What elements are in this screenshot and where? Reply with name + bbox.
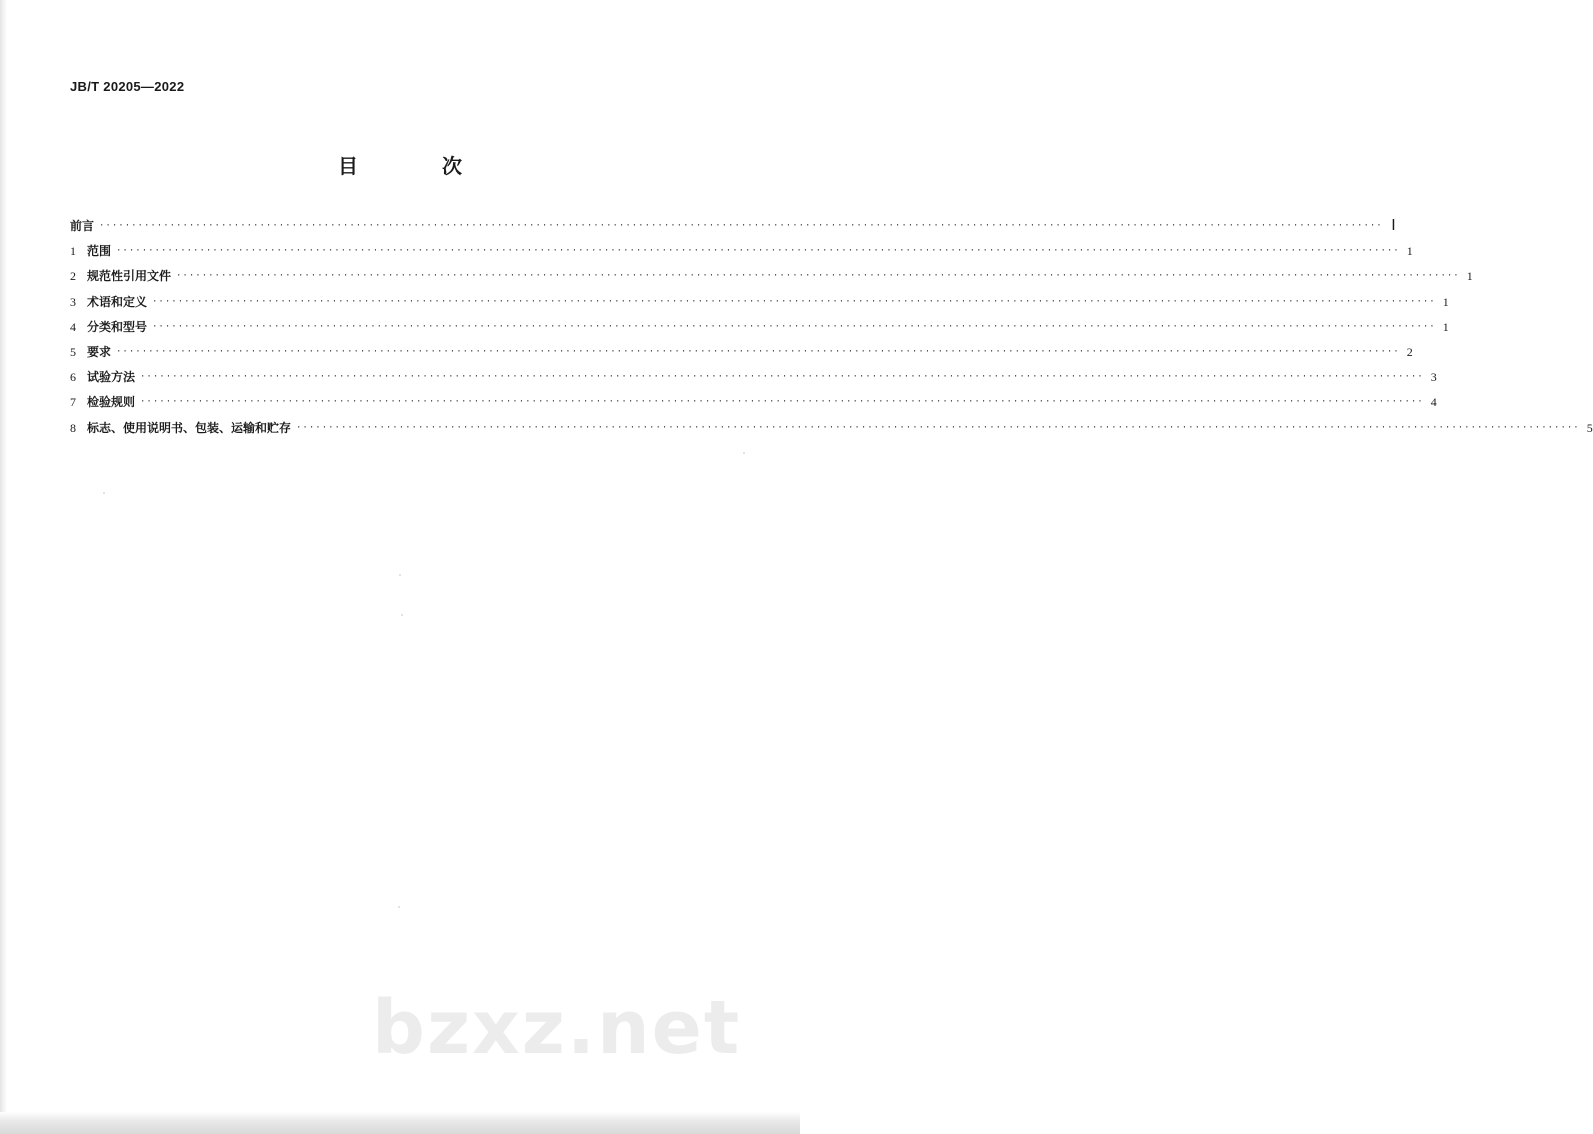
dot-leader: ········································································································································································································ (140, 372, 1424, 383)
toc-entry-label: 检验规则 (87, 395, 136, 410)
toc-entry-page: 1 (1442, 294, 1449, 309)
dot-leader: ········································································································································································································ (140, 397, 1424, 408)
toc-entry-label: 标志、使用说明书、包装、运输和贮存 (87, 420, 292, 435)
scan-speck (401, 614, 403, 616)
dot-leader: ········································································································································································································ (99, 221, 1383, 231)
scan-speck (103, 492, 105, 494)
toc-entry-number: 1 (70, 244, 76, 259)
toc-entry-number: 2 (70, 269, 76, 284)
dot-leader: ········································································································································································································ (152, 321, 1436, 332)
toc-entry-page: 2 (1406, 344, 1413, 359)
dot-leader: ········································································································································································································ (152, 296, 1436, 307)
toc-entry-marking-packaging[interactable] (70, 416, 1593, 441)
toc-entry-normative-references[interactable] (70, 264, 1473, 289)
toc-entry-classification[interactable] (70, 315, 1449, 340)
page-title: 目 次 (338, 154, 494, 178)
toc-entry-number: 6 (70, 370, 76, 385)
toc-entry-page: 5 (1586, 420, 1593, 435)
toc-entry-page: 1 (1406, 244, 1413, 259)
scan-speck (398, 906, 400, 908)
dot-leader: ········································································································································································································ (116, 246, 1400, 257)
toc-entry-label: 术语和定义 (87, 294, 148, 309)
toc-entry-label: 要求 (87, 344, 112, 359)
toc-entry-number: 8 (70, 420, 76, 435)
toc-entry-preface[interactable] (70, 214, 1396, 239)
toc-entry-requirements[interactable] (70, 340, 1413, 365)
toc-entry-label: 试验方法 (87, 370, 136, 385)
toc-entry-label: 范围 (87, 244, 112, 259)
toc-entry-number: 5 (70, 344, 76, 359)
scan-speck (743, 452, 745, 454)
toc-entry-inspection-rules[interactable] (70, 390, 1437, 415)
toc-entry-scope[interactable] (70, 239, 1413, 264)
page-edge-shadow (0, 1112, 800, 1134)
dot-leader: ········································································································································································································ (176, 271, 1460, 282)
toc-entry-number: 7 (70, 395, 76, 410)
standard-number: JB/T 20205—2022 (70, 79, 185, 94)
toc-entry-page: 1 (1466, 269, 1473, 284)
dot-leader: ········································································································································································································ (116, 346, 1400, 357)
toc-entry-page: 1 (1442, 319, 1449, 334)
toc-entry-page: Ⅰ (1391, 218, 1396, 234)
toc-entry-number: 3 (70, 294, 76, 309)
dot-leader: ········································································································································································································ (296, 422, 1580, 433)
toc-entry-label: 分类和型号 (87, 319, 148, 334)
watermark: bzxz.net (372, 985, 742, 1071)
toc-entry-label: 规范性引用文件 (87, 269, 172, 284)
toc-entry-test-methods[interactable] (70, 365, 1437, 390)
toc-entry-page: 3 (1430, 370, 1437, 385)
scan-speck (399, 574, 401, 576)
toc-entry-label: 前言 (70, 219, 95, 233)
toc-entry-number: 4 (70, 319, 76, 334)
toc-entry-page: 4 (1430, 395, 1437, 410)
table-of-contents (70, 214, 1593, 441)
toc-entry-terms-definitions[interactable] (70, 290, 1449, 315)
